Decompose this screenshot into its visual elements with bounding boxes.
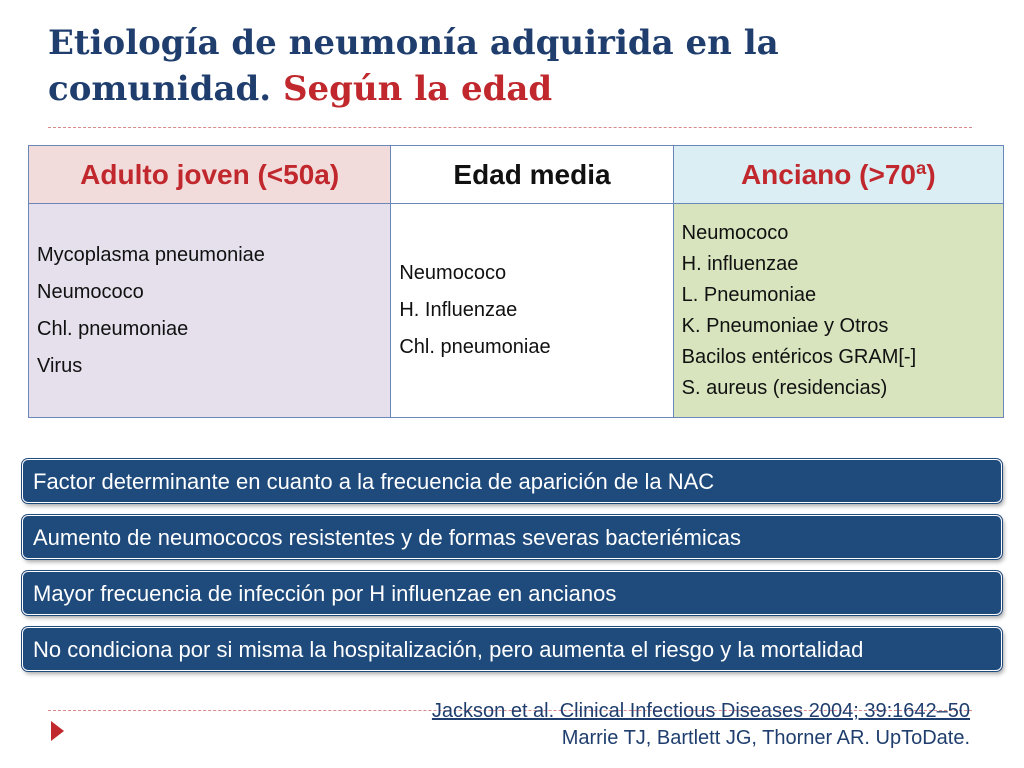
list-item: Neumococo — [681, 221, 789, 244]
info-bar-resistant-pneumococci: Aumento de neumococos resistentes y de formas severas bacteriémicas — [22, 515, 1002, 559]
young-adult-list — [37, 237, 382, 385]
header-young-adult: Adulto joven (<50a) — [29, 146, 391, 204]
list-item: H. Influenzae — [399, 299, 518, 321]
top-dashed-divider — [48, 127, 972, 128]
info-bar-determinant-factor: Factor determinante en cuanto a la frecuencia de aparición de la NAC — [22, 459, 1002, 503]
list-item: Neumococo — [37, 280, 144, 303]
cell-middle-age — [391, 204, 673, 418]
list-item: Virus — [37, 354, 83, 377]
list-item: Chl. pneumoniae — [37, 317, 189, 340]
title-main: Etiología de neumonía adquirida en la comunidad. — [48, 23, 779, 109]
list-item: K. Pneumoniae y Otros — [681, 314, 889, 337]
reference-marrie: Marrie TJ, Bartlett JG, Thorner AR. UpToDate. — [561, 727, 970, 749]
list-item: Neumococo — [399, 262, 507, 284]
cell-elderly — [673, 204, 1003, 418]
list-item: Mycoplasma pneumoniae — [37, 243, 265, 266]
cell-young-adult — [29, 204, 391, 418]
list-item: H. influenzae — [681, 252, 799, 275]
header-elderly: Anciano (>70ª) — [673, 146, 1003, 204]
list-item: L. Pneumoniae — [681, 283, 817, 306]
list-item: Bacilos entéricos GRAM[-] — [681, 345, 917, 368]
etiology-table — [28, 145, 1004, 418]
title-accent: Según la edad — [282, 69, 553, 109]
red-triangle-bullet-icon — [51, 721, 64, 741]
references — [432, 698, 970, 752]
reference-jackson-link[interactable]: Jackson et al. Clinical Infectious Diseases 2004; 39:1642–50 — [431, 700, 970, 722]
list-item: Chl. pneumoniae — [399, 336, 551, 358]
table-header-row — [29, 146, 1004, 204]
table-body-row — [29, 204, 1004, 418]
header-middle-age: Edad media — [391, 146, 673, 204]
middle-age-list — [399, 255, 664, 366]
elderly-list — [682, 218, 995, 404]
info-bar-h-influenzae: Mayor frecuencia de infección por H influenzae en ancianos — [22, 571, 1002, 615]
info-bar-hospitalization: No condiciona por si misma la hospitalización, pero aumenta el riesgo y la mortalidad — [22, 627, 1002, 671]
list-item: S. aureus (residencias) — [681, 376, 888, 399]
slide-title — [48, 20, 988, 112]
